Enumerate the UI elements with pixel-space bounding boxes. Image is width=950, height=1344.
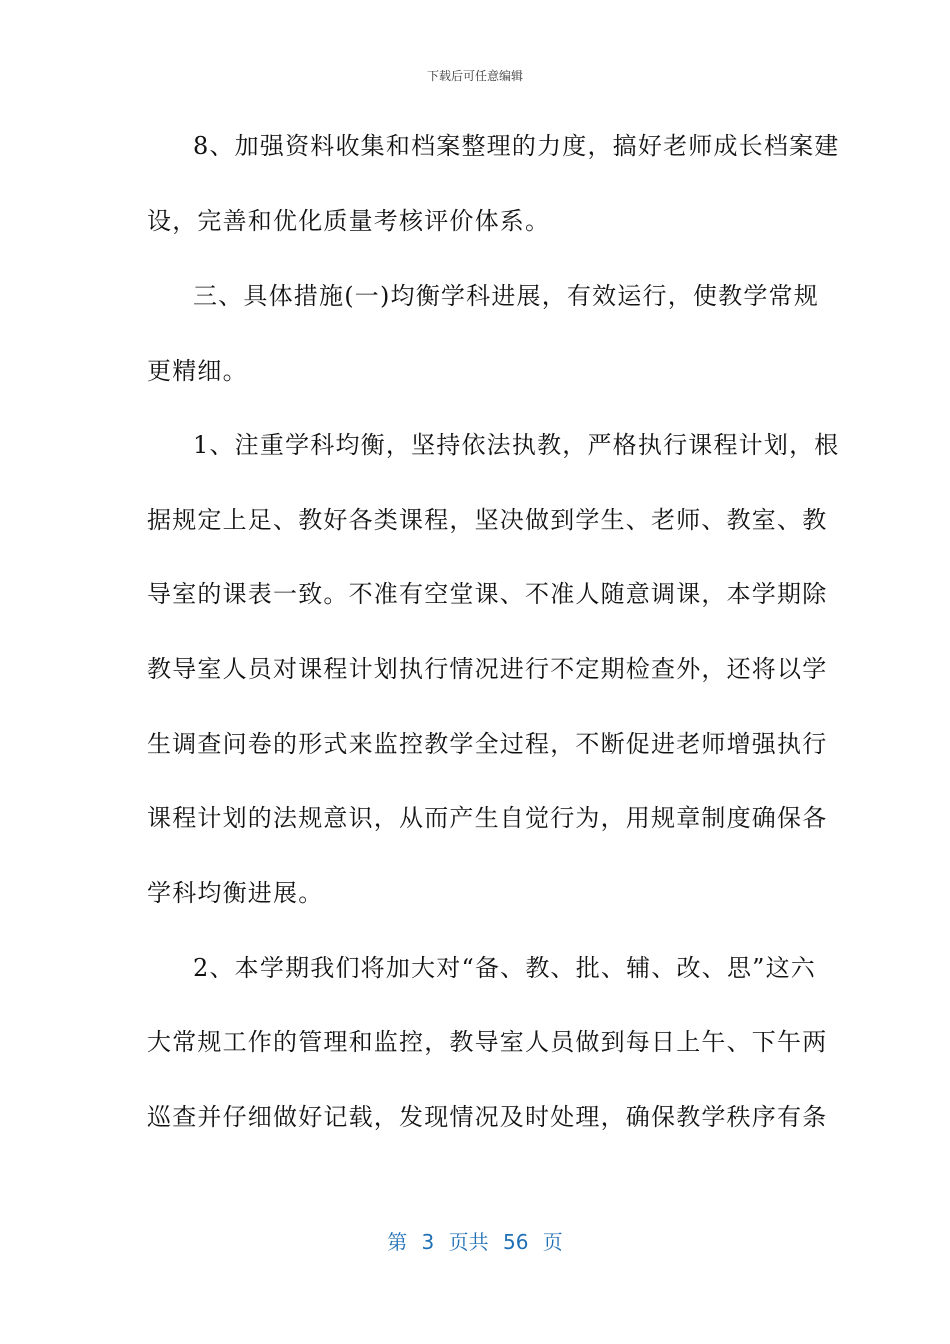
text-line: 大常规工作的管理和监控，教导室人员做到每日上午、下午两 [147, 1028, 828, 1056]
text-line: 更精细。 [147, 357, 248, 385]
text-line: 8、加强资料收集和档案整理的力度，搞好老师成长档案建 [193, 132, 840, 160]
text-line: 教导室人员对课程计划执行情况进行不定期检查外，还将以学 [147, 655, 828, 683]
text-line: 三、具体措施(一)均衡学科进展，有效运行，使教学常规 [193, 282, 819, 310]
text-line: 2、本学期我们将加大对“备、教、批、辅、改、思”这六 [193, 954, 817, 982]
text-line: 据规定上足、教好各类课程，坚决做到学生、老师、教室、教 [147, 506, 828, 534]
text-line: 巡查并仔细做好记载，发现情况及时处理，确保教学秩序有条 [147, 1103, 828, 1131]
page-header: 下载后可任意编辑 [426, 69, 523, 83]
text-line: 设，完善和优化质量考核评价体系。 [147, 207, 551, 235]
text-line: 导室的课表一致。不准有空堂课、不准人随意调课，本学期除 [147, 580, 828, 608]
page-number-footer: 第 3 页共 56 页 [387, 1230, 563, 1254]
text-line: 1、注重学科均衡，坚持依法执教，严格执行课程计划，根 [193, 431, 840, 459]
text-line: 生调查问卷的形式来监控教学全过程，不断促进老师增强执行 [147, 730, 828, 758]
text-line: 课程计划的法规意识，从而产生自觉行为，用规章制度确保各 [147, 804, 828, 832]
text-line: 学科均衡进展。 [147, 879, 324, 907]
